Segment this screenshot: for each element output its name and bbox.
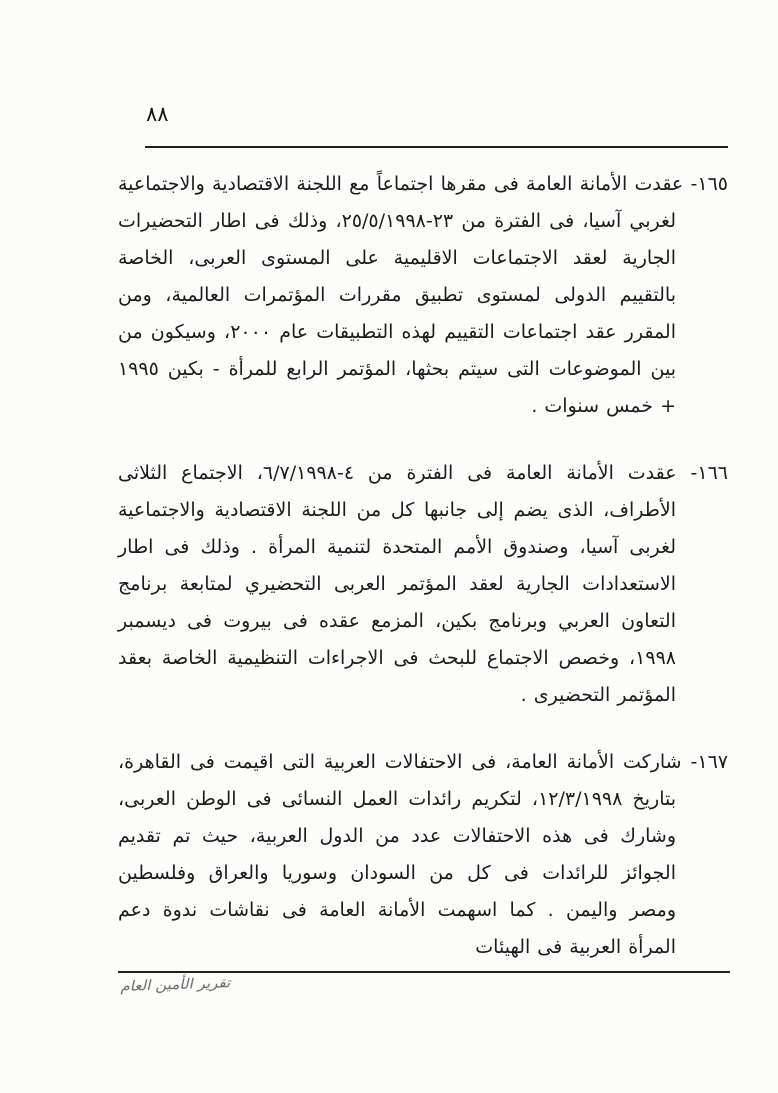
header-rule (145, 146, 728, 148)
paragraph-167 (118, 744, 728, 966)
paragraph-text: عقدت الأمانة العامة فى الفترة من ٤-٦/٧/١٩٩٨، الاجتماع الثلاثى الأطراف، الذى يضم إلى جانبها كل من اللجنة الاقتصادية والاجتماعية لغربى آسيا، وصندوق الأمم المتحدة لتنمية المرأة . وذلك فى اطار الاستعدادات الجارية لعقد المؤتمر العربى التحضيري لمتابعة برنامج التعاون العربي وبرنامج بكين، المزمع عقده فى بيروت فى ديسمبر ١٩٩٨، وخصص الاجتماع للبحث فى الاجراءات التنظيمية الخاصة بعقد المؤتمر التحضيرى . (118, 462, 677, 706)
handwritten-note: تقرير الأمين العام (120, 975, 231, 995)
paragraph-166 (118, 455, 728, 714)
paragraph-text: شاركت الأمانة العامة، فى الاحتفالات العربية التى اقيمت فى القاهرة، بتاريخ ١٢/٣/١٩٩٨، لتكريم رائدات العمل النسائى فى الوطن العربى، وشارك فى هذه الاحتفالات عدد من الدول العربية، حيث تم تقديم الجوائز للرائدات فى كل من السودان وسوريا والعراق وفلسطين ومصر واليمن . كما اسهمت الأمانة العامة فى نقاشات ندوة دعم المرأة العربية فى الهيئات (118, 751, 682, 958)
page-number: ٨٨ (146, 102, 169, 126)
paragraph-text: عقدت الأمانة العامة فى مقرها اجتماعاً مع اللجنة الاقتصادية والاجتماعية لغربي آسيا، فى الفترة من ٢٣-٢٥/٥/١٩٩٨، وذلك فى اطار التحضيرات الجارية لعقد الاجتماعات الاقليمية على المستوى العربى، الخاصة بالتقييم الدولى لمستوى تطبيق مقررات المؤتمرات العالمية، ومن المقرر عقد اجتماعات التقييم لهذه التطبيقات عام ٢٠٠٠، وسيكون من بين الموضوعات التى سيتم بحثها، المؤتمر الرابع للمرأة - بكين ١٩٩٥ + خمس سنوات . (118, 173, 684, 417)
document-body (118, 166, 728, 996)
paragraph-number: ١٦٧- (690, 751, 728, 773)
paragraph-165 (118, 166, 728, 425)
paragraph-number: ١٦٦- (690, 462, 728, 484)
footer-rule (118, 971, 730, 973)
paragraph-number: ١٦٥- (690, 173, 728, 195)
